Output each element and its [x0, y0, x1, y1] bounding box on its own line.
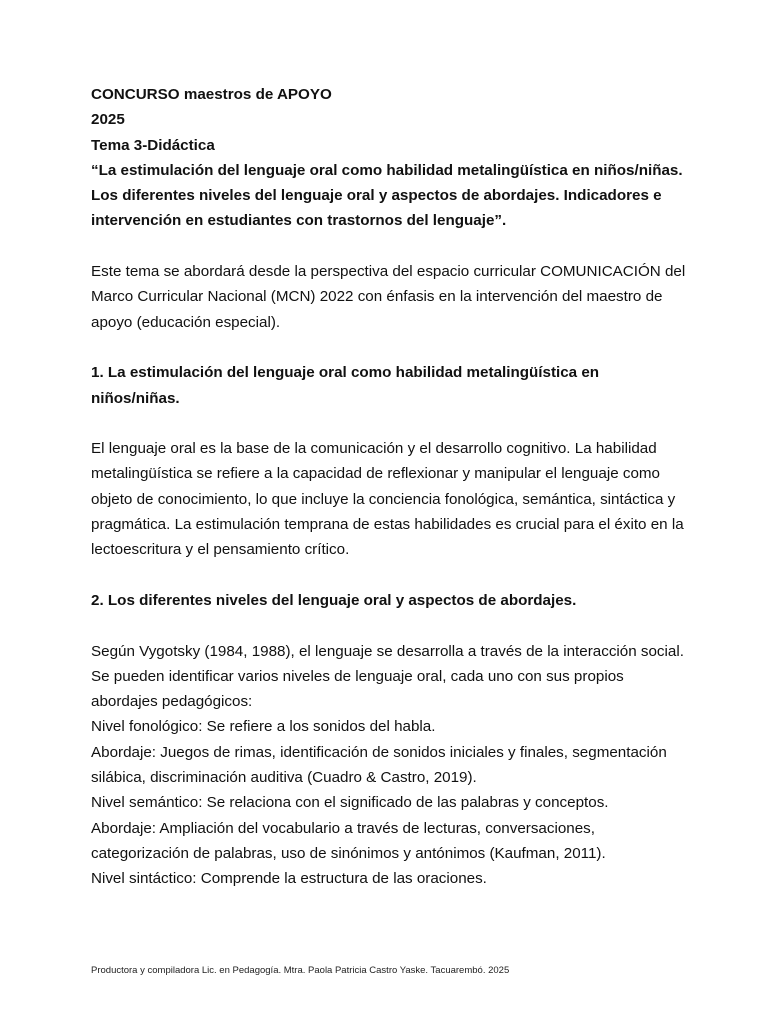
section1-heading: 1. La estimulación del lenguaje oral como habilidad metalingüística en niños/niñas. [91, 364, 600, 407]
approach-semantic: Abordaje: Ampliación del vocabulario a través de lecturas, conversaciones, categorización de palabras, uso de sinónimos y antónimos (Kaufman, 2011). [91, 819, 606, 862]
section2-heading: 2. Los diferentes niveles del lenguaje oral y aspectos de abordajes. [91, 591, 577, 609]
section2-intro: Según Vygotsky (1984, 1988), el lenguaje se desarrolla a través de la interacción social. Se pueden identificar varios niveles de lenguaje oral, cada uno con sus propios abordajes pedagógicos: [91, 642, 684, 711]
level-phonological: Nivel fonológico: Se refiere a los sonidos del habla. [91, 718, 436, 736]
doc-topic-quote: “La estimulación del lenguaje oral como habilidad metalingüística en niños/niñas. Los diferentes niveles del lenguaje oral y aspectos de abordajes. Indicadores e intervención en estudiantes con trastornos del lenguaje”. [91, 161, 683, 230]
doc-title-year: 2025 [91, 111, 125, 129]
doc-title-line1: CONCURSO maestros de APOYO [91, 86, 332, 103]
level-syntactic: Nivel sintáctico: Comprende la estructura de las oraciones. [91, 870, 487, 888]
page-footer: Productora y compiladora Lic. en Pedagogía. Mtra. Paola Patricia Castro Yaske. Tacuarembó. 2025 [91, 965, 510, 976]
document-page [91, 82, 691, 892]
approach-phonological: Abordaje: Juegos de rimas, identificación de sonidos iniciales y finales, segmentación silábica, discriminación auditiva (Cuadro & Castro, 2019). [91, 743, 667, 787]
doc-topic: Tema 3-Didáctica [91, 136, 215, 154]
intro-paragraph: Este tema se abordará desde la perspectiva del espacio curricular COMUNICACIÓN del Marco Curricular Nacional (MCN) 2022 con énfasis en la intervención del maestro de apoyo (educación especial). [91, 263, 686, 331]
level-semantic: Nivel semántico: Se relaciona con el significado de las palabras y conceptos. [91, 794, 609, 812]
section1-body: El lenguaje oral es la base de la comunicación y el desarrollo cognitivo. La habilidad metalingüística se refiere a la capacidad de reflexionar y manipular el lenguaje como objeto de conocimiento, lo que incluye la conciencia fonológica, semántica, sintáctica y pragmática. La estimulación temprana de estas habilidades es crucial para el éxito en la lectoescritura y el pensamiento crítico. [91, 440, 684, 559]
